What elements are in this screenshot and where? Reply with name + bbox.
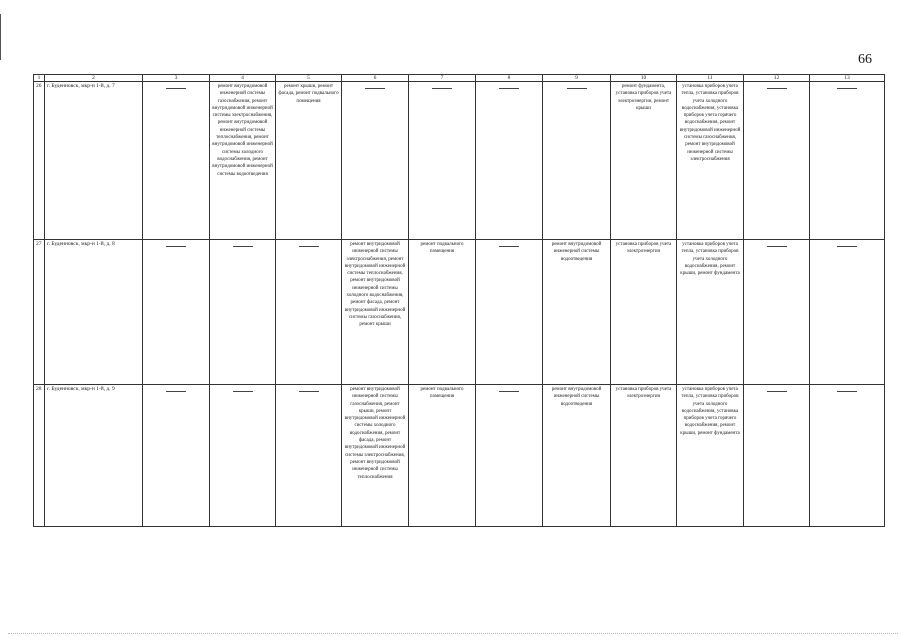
- empty-cell: [409, 82, 476, 240]
- work-cell: ремонт внутридомовой инженерной системы газоснабжения, ремонт крыши, ремонт внутридомовой инженерной системы холодного водоснабжения, ремонт фасада, ремонт внутридомовой инженерной системы электроснабжения, ремонт внутридомовой инженерной системы теплоснабжения: [342, 385, 409, 527]
- header-cell: 7: [409, 75, 476, 82]
- empty-cell: [143, 82, 210, 240]
- dash-mark: [837, 246, 857, 247]
- empty-cell: [210, 385, 276, 527]
- repair-program-table: [33, 74, 885, 527]
- dash-mark: [767, 246, 787, 247]
- empty-cell: [810, 240, 885, 385]
- header-cell: 6: [342, 75, 409, 82]
- empty-cell: [476, 82, 543, 240]
- header-cell: 12: [744, 75, 810, 82]
- header-cell: 8: [476, 75, 543, 82]
- dash-mark: [166, 246, 186, 247]
- dash-mark: [767, 88, 787, 89]
- empty-cell: [476, 385, 543, 527]
- empty-cell: [143, 240, 210, 385]
- table-row: [34, 240, 885, 385]
- empty-cell: [744, 240, 810, 385]
- work-cell: ремонт фундамента, установка приборов учета электроэнергии, ремонт крыши: [611, 82, 677, 240]
- dash-mark: [837, 88, 857, 89]
- row-number: 28: [34, 385, 45, 527]
- empty-cell: [476, 240, 543, 385]
- work-cell: ремонт подвального помещения: [409, 240, 476, 385]
- work-cell: ремонт крыши, ремонт фасада, ремонт подвального помещения: [276, 82, 342, 240]
- dash-mark: [499, 246, 519, 247]
- work-cell: установка приборов учета тепла, установка приборов учета холодного водоснабжения, установка приборов учета горячего водоснабжения, ремонт крыши, ремонт фундамента: [677, 385, 744, 527]
- dash-mark: [837, 391, 857, 392]
- header-cell: 9: [543, 75, 611, 82]
- empty-cell: [744, 385, 810, 527]
- dash-mark: [499, 88, 519, 89]
- header-cell: 5: [276, 75, 342, 82]
- dash-mark: [233, 391, 253, 392]
- work-cell: ремонт внутридомовой инженерной системы газоснабжения, ремонт внутридомовой инженерной системы электроснабжения, ремонт внутридомовой инженерной системы теплоснабжения, ремонт внутридомовой инженерной системы холодного водоснабжения, ремонт внутридомовой инженерной системы водоотведения: [210, 82, 276, 240]
- page-number: 66: [858, 52, 872, 67]
- empty-cell: [143, 385, 210, 527]
- row-number: 27: [34, 240, 45, 385]
- dash-mark: [567, 88, 587, 89]
- work-cell: ремонт внутридомовой инженерной системы водоотведения: [543, 385, 611, 527]
- dash-mark: [299, 246, 319, 247]
- header-cell: 2: [45, 75, 143, 82]
- dash-mark: [233, 246, 253, 247]
- work-cell: установка приборов учета электроэнергии: [611, 240, 677, 385]
- work-cell: ремонт внутридомовой инженерной системы электроснабжения, ремонт внутридомовой инженерной системы теплоснабжения, ремонт внутридомовой инженерной системы холодного водоснабжения, ремонт фасада, ремонт внутридомовой инженерной системы газоснабжения, ремонт крыши: [342, 240, 409, 385]
- empty-cell: [810, 82, 885, 240]
- row-address: г. Буденновск, мкр-н 1-й, д. 7: [45, 82, 143, 240]
- dash-mark: [432, 88, 452, 89]
- dash-mark: [166, 88, 186, 89]
- dash-mark: [365, 88, 385, 89]
- empty-cell: [744, 82, 810, 240]
- empty-cell: [276, 240, 342, 385]
- dash-mark: [166, 391, 186, 392]
- work-cell: ремонт внутридомовой инженерной системы водоотведения: [543, 240, 611, 385]
- dash-mark: [499, 391, 519, 392]
- row-address: г. Буденновск, мкр-н 1-й, д. 9: [45, 385, 143, 527]
- scan-edge-mark: [0, 14, 4, 60]
- empty-cell: [342, 82, 409, 240]
- empty-cell: [810, 385, 885, 527]
- header-cell: 11: [677, 75, 744, 82]
- work-cell: установка приборов учета электроэнергии: [611, 385, 677, 527]
- header-cell: 13: [810, 75, 885, 82]
- table-row: [34, 385, 885, 527]
- dash-mark: [767, 391, 787, 392]
- empty-cell: [276, 385, 342, 527]
- header-cell: 4: [210, 75, 276, 82]
- row-address: г. Буденновск, мкр-н 1-й, д. 8: [45, 240, 143, 385]
- table-row: [34, 82, 885, 240]
- work-cell: ремонт подвального помещения: [409, 385, 476, 527]
- table-header-row: [34, 75, 885, 82]
- empty-cell: [543, 82, 611, 240]
- dash-mark: [299, 391, 319, 392]
- row-number: 26: [34, 82, 45, 240]
- work-cell: установка приборов учета тепла, установка приборов учета холодного водоснабжения, ремонт крыши, ремонт фундамента: [677, 240, 744, 385]
- header-cell: 1: [34, 75, 45, 82]
- empty-cell: [210, 240, 276, 385]
- header-cell: 10: [611, 75, 677, 82]
- scan-noise-line: [8, 633, 898, 634]
- work-cell: установка приборов учета тепла, установка приборов учета холодного водоснабжения, установка приборов учета горячего водоснабжения, ремонт внутридомовой инженерной системы газоснабжения, ремонт внутридомовой инженерной системы электроснабжения: [677, 82, 744, 240]
- header-cell: 3: [143, 75, 210, 82]
